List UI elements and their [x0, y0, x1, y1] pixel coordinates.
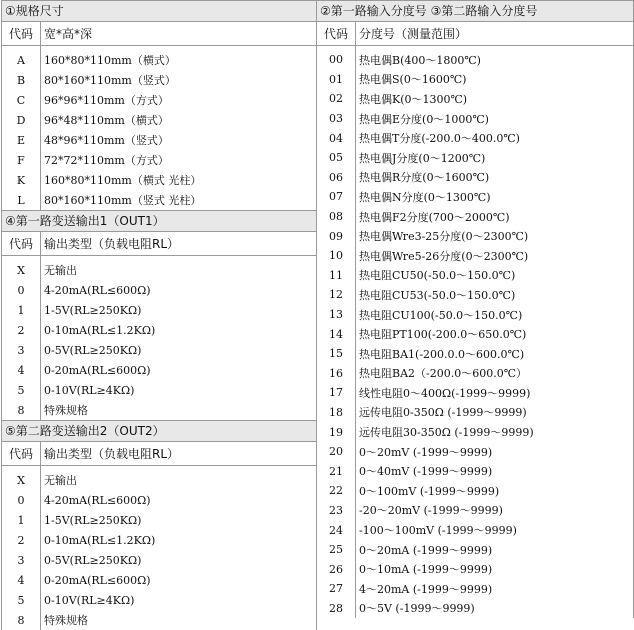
- table-row: [317, 422, 633, 442]
- size-table: [2, 22, 316, 210]
- row-code: 08: [317, 207, 356, 227]
- row-code: 20: [317, 442, 356, 462]
- row-code: 21: [317, 461, 356, 481]
- row-code: 05: [317, 148, 356, 168]
- table-row: [317, 187, 633, 207]
- table-row: [317, 344, 633, 364]
- row-desc: 160*80*110mm（横式 光柱）: [44, 174, 202, 187]
- table-row: [2, 70, 316, 90]
- row-code: 3: [2, 550, 41, 570]
- row-code: 0: [2, 490, 41, 510]
- row-code: 12: [317, 285, 356, 305]
- row-code: 2: [2, 530, 41, 550]
- row-code: 03: [317, 109, 356, 129]
- row-code: F: [2, 150, 41, 170]
- row-desc: 4-20mA(RL≤600Ω): [44, 493, 151, 507]
- out1-code-header: 代码: [2, 232, 41, 256]
- row-code: 09: [317, 226, 356, 246]
- row-code: 04: [317, 128, 356, 148]
- row-desc: 160*80*110mm（横式）: [44, 54, 176, 67]
- row-code: 5: [2, 380, 41, 400]
- row-code: 26: [317, 559, 356, 579]
- table-row: [2, 130, 316, 150]
- table-row: [2, 150, 316, 170]
- row-desc: 特殊规格: [44, 404, 88, 417]
- table-row: [2, 90, 316, 110]
- table-row: [317, 285, 633, 305]
- row-desc: 热电偶F2分度(700～2000℃): [359, 210, 510, 224]
- row-desc: 0-10mA(RL≤1.2KΩ): [44, 323, 156, 337]
- row-desc: 无输出: [44, 264, 77, 277]
- row-desc: 热电偶B(400～1800℃): [359, 53, 481, 67]
- row-code: 19: [317, 422, 356, 442]
- table-row: [2, 570, 316, 590]
- input-header-row: [317, 22, 633, 46]
- table-row: [2, 170, 316, 190]
- table-row: [2, 510, 316, 530]
- out2-desc-header: 输出类型（负载电阻RL）: [41, 442, 317, 466]
- table-row: [317, 501, 633, 521]
- table-row: [317, 324, 633, 344]
- row-code: 5: [2, 590, 41, 610]
- row-desc: 0～100mV (-1999～9999): [359, 484, 500, 498]
- row-code: E: [2, 130, 41, 150]
- row-code: 06: [317, 168, 356, 188]
- table-row: [2, 380, 316, 400]
- row-code: 00: [317, 50, 356, 70]
- row-desc: 热电偶S(0～1600℃): [359, 73, 467, 87]
- row-desc: 80*160*110mm（竖式 光柱）: [44, 194, 202, 207]
- row-code: K: [2, 170, 41, 190]
- row-code: 17: [317, 383, 356, 403]
- table-row: [317, 168, 633, 188]
- row-code: 02: [317, 89, 356, 109]
- size-section-title: ①规格尺寸: [2, 0, 316, 22]
- row-desc: 热电偶J分度(0～1200℃): [359, 151, 486, 165]
- table-row: [2, 280, 316, 300]
- row-desc: 线性电阻0～400Ω(-1999～9999): [359, 386, 531, 400]
- row-desc: 1-5V(RL≥250KΩ): [44, 303, 142, 317]
- row-desc: 0～40mV (-1999～9999): [359, 465, 493, 479]
- table-row: [2, 490, 316, 510]
- row-code: 1: [2, 510, 41, 530]
- row-desc: 热电偶Wre3-25分度(0～2300℃): [359, 230, 529, 244]
- table-row: [2, 50, 316, 70]
- row-code: X: [2, 260, 41, 280]
- out2-section-title: ⑤第二路变送输出2（OUT2）: [2, 420, 316, 442]
- row-desc: 热电偶Wre5-26分度(0～2300℃): [359, 249, 529, 263]
- table-row: [317, 442, 633, 462]
- row-code: 11: [317, 266, 356, 286]
- size-header-row: [2, 22, 316, 46]
- row-desc: 0～20mA (-1999～9999): [359, 543, 493, 557]
- row-desc: 热电阻BA2（-200.0～600.0℃）: [359, 367, 528, 381]
- input-section-title: ②第一路输入分度号 ③第二路输入分度号: [317, 0, 633, 22]
- row-code: 8: [2, 400, 41, 420]
- row-desc: 0-5V(RL≥250KΩ): [44, 553, 142, 567]
- row-code: 2: [2, 320, 41, 340]
- row-desc: 无输出: [44, 474, 77, 487]
- row-desc: -20～20mV (-1999～9999): [359, 504, 503, 518]
- row-desc: 0-10V(RL≥4KΩ): [44, 593, 135, 607]
- out1-desc-header: 输出类型（负载电阻RL）: [41, 232, 317, 256]
- table-row: [2, 300, 316, 320]
- table-row: [317, 520, 633, 540]
- row-code: D: [2, 110, 41, 130]
- table-row: [317, 89, 633, 109]
- table-row: [317, 246, 633, 266]
- row-code: 01: [317, 70, 356, 90]
- row-code: 25: [317, 540, 356, 560]
- row-code: C: [2, 90, 41, 110]
- table-row: [317, 226, 633, 246]
- out1-table: [2, 232, 316, 420]
- row-desc: 热电偶N分度(0～1300℃): [359, 190, 491, 204]
- table-row: [2, 550, 316, 570]
- row-code: 27: [317, 579, 356, 599]
- out2-table: [2, 442, 316, 630]
- input-desc-header: 分度号（测量范围）: [356, 22, 634, 46]
- row-desc: 72*72*110mm（方式）: [44, 154, 169, 167]
- row-desc: 特殊规格: [44, 614, 88, 627]
- row-code: 0: [2, 280, 41, 300]
- row-code: 14: [317, 324, 356, 344]
- row-desc: 0-10V(RL≥4KΩ): [44, 383, 135, 397]
- table-row: [2, 260, 316, 280]
- row-code: 15: [317, 344, 356, 364]
- out1-header-row: [2, 232, 316, 256]
- row-desc: 0-5V(RL≥250KΩ): [44, 343, 142, 357]
- table-row: [317, 599, 633, 619]
- table-row: [317, 364, 633, 384]
- table-row: [317, 266, 633, 286]
- table-row: [317, 461, 633, 481]
- out2-code-header: 代码: [2, 442, 41, 466]
- row-desc: 热电偶T分度(-200.0～400.0℃): [359, 132, 520, 146]
- left-column: [1, 0, 317, 630]
- row-code: 16: [317, 364, 356, 384]
- row-desc: 96*96*110mm（方式）: [44, 94, 169, 107]
- row-desc: 0～5V (-1999～9999): [359, 602, 475, 616]
- row-desc: 远传电阻0-350Ω (-1999～9999): [359, 406, 527, 420]
- row-code: 3: [2, 340, 41, 360]
- row-desc: 1-5V(RL≥250KΩ): [44, 513, 142, 527]
- row-code: A: [2, 50, 41, 70]
- row-desc: 80*160*110mm（竖式）: [44, 74, 176, 87]
- out1-section-title: ④第一路变送输出1（OUT1）: [2, 210, 316, 232]
- row-desc: 0-10mA(RL≤1.2KΩ): [44, 533, 156, 547]
- row-desc: 热电偶E分度(0～1000℃): [359, 112, 489, 126]
- table-row: [2, 400, 316, 420]
- table-row: [317, 50, 633, 70]
- row-desc: 热电阻CU53(-50.0～150.0℃): [359, 288, 516, 302]
- row-desc: 0～20mV (-1999～9999): [359, 445, 493, 459]
- table-row: [2, 190, 316, 210]
- row-code: L: [2, 190, 41, 210]
- table-row: [317, 109, 633, 129]
- out2-header-row: [2, 442, 316, 466]
- row-code: 4: [2, 360, 41, 380]
- row-code: 13: [317, 305, 356, 325]
- table-row: [2, 530, 316, 550]
- table-row: [2, 590, 316, 610]
- table-row: [317, 305, 633, 325]
- table-row: [317, 128, 633, 148]
- table-row: [317, 403, 633, 423]
- row-code: B: [2, 70, 41, 90]
- row-desc: 0-20mA(RL≤600Ω): [44, 363, 151, 377]
- row-code: 10: [317, 246, 356, 266]
- row-code: 1: [2, 300, 41, 320]
- row-desc: 0～10mA (-1999～9999): [359, 563, 493, 577]
- row-code: 28: [317, 599, 356, 619]
- row-desc: 远传电阻30-350Ω (-1999～9999): [359, 426, 534, 440]
- table-row: [2, 470, 316, 490]
- table-row: [317, 579, 633, 599]
- row-desc: 热电阻BA1(-200.0.0～600.0℃): [359, 347, 525, 361]
- input-table: [317, 22, 633, 618]
- row-desc: 热电阻CU50(-50.0～150.0℃): [359, 269, 516, 283]
- size-desc-header: 宽*高*深: [41, 22, 317, 46]
- table-row: [317, 148, 633, 168]
- table-row: [2, 360, 316, 380]
- row-desc: 48*96*110mm（竖式）: [44, 134, 169, 147]
- table-row: [2, 340, 316, 360]
- table-row: [2, 610, 316, 630]
- row-desc: 96*48*110mm（横式）: [44, 114, 169, 127]
- table-row: [2, 320, 316, 340]
- row-code: X: [2, 470, 41, 490]
- row-code: 24: [317, 520, 356, 540]
- row-desc: 热电阻PT100(-200.0～650.0℃): [359, 328, 527, 342]
- table-row: [317, 207, 633, 227]
- table-row: [317, 559, 633, 579]
- right-column: [316, 0, 634, 618]
- row-desc: 热电阻CU100(-50.0～150.0℃): [359, 308, 523, 322]
- row-code: 07: [317, 187, 356, 207]
- row-code: 8: [2, 610, 41, 630]
- row-code: 18: [317, 403, 356, 423]
- row-desc: -100～100mV (-1999～9999): [359, 524, 517, 538]
- size-code-header: 代码: [2, 22, 41, 46]
- row-code: 4: [2, 570, 41, 590]
- row-code: 22: [317, 481, 356, 501]
- row-desc: 4～20mA (-1999～9999): [359, 582, 493, 596]
- table-row: [317, 383, 633, 403]
- table-row: [317, 481, 633, 501]
- row-desc: 热电偶R分度(0～1600℃): [359, 171, 490, 185]
- table-row: [317, 70, 633, 90]
- input-code-header: 代码: [317, 22, 356, 46]
- table-row: [317, 540, 633, 560]
- row-desc: 0-20mA(RL≤600Ω): [44, 573, 151, 587]
- row-code: 23: [317, 501, 356, 521]
- row-desc: 热电偶K(0～1300℃): [359, 92, 468, 106]
- row-desc: 4-20mA(RL≤600Ω): [44, 283, 151, 297]
- table-row: [2, 110, 316, 130]
